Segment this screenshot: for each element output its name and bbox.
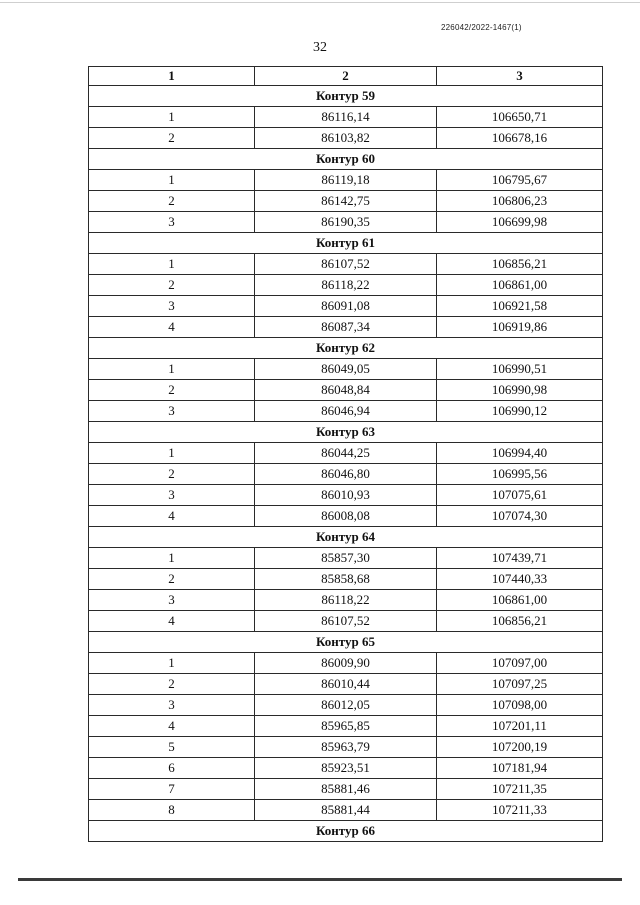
bottom-scan-edge: [18, 878, 622, 881]
column-header: 2: [255, 67, 437, 86]
table-row: [89, 191, 603, 212]
point-number-cell: 1: [89, 170, 255, 191]
section-title: Контур 63: [89, 422, 603, 443]
point-number-cell: 1: [89, 653, 255, 674]
point-number-cell: 4: [89, 506, 255, 527]
column-header: 1: [89, 67, 255, 86]
x-coordinate-cell: 85923,51: [255, 758, 437, 779]
section-title: Контур 66: [89, 821, 603, 842]
x-coordinate-cell: 86008,08: [255, 506, 437, 527]
point-number-cell: 2: [89, 674, 255, 695]
table-row: [89, 653, 603, 674]
y-coordinate-cell: 106861,00: [437, 590, 603, 611]
table-row: [89, 275, 603, 296]
point-number-cell: 1: [89, 254, 255, 275]
section-title: Контур 59: [89, 86, 603, 107]
section-header-row: [89, 422, 603, 443]
point-number-cell: 8: [89, 800, 255, 821]
x-coordinate-cell: 86091,08: [255, 296, 437, 317]
point-number-cell: 3: [89, 401, 255, 422]
y-coordinate-cell: 106795,67: [437, 170, 603, 191]
y-coordinate-cell: 107440,33: [437, 569, 603, 590]
table-row: [89, 464, 603, 485]
point-number-cell: 2: [89, 191, 255, 212]
table-row: [89, 800, 603, 821]
section-title: Контур 60: [89, 149, 603, 170]
table-row: [89, 170, 603, 191]
section-header-row: [89, 527, 603, 548]
point-number-cell: 1: [89, 548, 255, 569]
section-header-row: [89, 233, 603, 254]
point-number-cell: 3: [89, 296, 255, 317]
section-title: Контур 61: [89, 233, 603, 254]
table-header-row: [89, 67, 603, 86]
table-row: [89, 737, 603, 758]
section-header-row: [89, 821, 603, 842]
table-row: [89, 590, 603, 611]
y-coordinate-cell: 107075,61: [437, 485, 603, 506]
point-number-cell: 3: [89, 695, 255, 716]
y-coordinate-cell: 106990,12: [437, 401, 603, 422]
x-coordinate-cell: 86009,90: [255, 653, 437, 674]
x-coordinate-cell: 86118,22: [255, 275, 437, 296]
y-coordinate-cell: 106856,21: [437, 611, 603, 632]
y-coordinate-cell: 106861,00: [437, 275, 603, 296]
table-row: [89, 569, 603, 590]
y-coordinate-cell: 107097,00: [437, 653, 603, 674]
x-coordinate-cell: 86107,52: [255, 254, 437, 275]
point-number-cell: 3: [89, 590, 255, 611]
y-coordinate-cell: 106650,71: [437, 107, 603, 128]
x-coordinate-cell: 86046,80: [255, 464, 437, 485]
point-number-cell: 5: [89, 737, 255, 758]
x-coordinate-cell: 86190,35: [255, 212, 437, 233]
coordinates-table: [88, 66, 603, 842]
y-coordinate-cell: 106990,98: [437, 380, 603, 401]
column-header: 3: [437, 67, 603, 86]
point-number-cell: 2: [89, 380, 255, 401]
section-title: Контур 65: [89, 632, 603, 653]
table-row: [89, 317, 603, 338]
x-coordinate-cell: 86118,22: [255, 590, 437, 611]
x-coordinate-cell: 86010,93: [255, 485, 437, 506]
table-row: [89, 506, 603, 527]
x-coordinate-cell: 86046,94: [255, 401, 437, 422]
table-row: [89, 674, 603, 695]
y-coordinate-cell: 106699,98: [437, 212, 603, 233]
table-row: [89, 401, 603, 422]
y-coordinate-cell: 106994,40: [437, 443, 603, 464]
table-row: [89, 296, 603, 317]
x-coordinate-cell: 86107,52: [255, 611, 437, 632]
point-number-cell: 2: [89, 275, 255, 296]
point-number-cell: 1: [89, 443, 255, 464]
point-number-cell: 4: [89, 716, 255, 737]
x-coordinate-cell: 85858,68: [255, 569, 437, 590]
point-number-cell: 3: [89, 212, 255, 233]
table-row: [89, 695, 603, 716]
point-number-cell: 4: [89, 611, 255, 632]
page-number: 32: [313, 40, 327, 55]
x-coordinate-cell: 85965,85: [255, 716, 437, 737]
y-coordinate-cell: 107074,30: [437, 506, 603, 527]
table-row: [89, 254, 603, 275]
y-coordinate-cell: 107439,71: [437, 548, 603, 569]
y-coordinate-cell: 107098,00: [437, 695, 603, 716]
x-coordinate-cell: 86010,44: [255, 674, 437, 695]
point-number-cell: 7: [89, 779, 255, 800]
y-coordinate-cell: 106678,16: [437, 128, 603, 149]
section-title: Контур 64: [89, 527, 603, 548]
point-number-cell: 2: [89, 128, 255, 149]
x-coordinate-cell: 86142,75: [255, 191, 437, 212]
x-coordinate-cell: 85881,46: [255, 779, 437, 800]
table-row: [89, 128, 603, 149]
table-row: [89, 107, 603, 128]
table-body: [89, 86, 603, 842]
y-coordinate-cell: 107211,35: [437, 779, 603, 800]
section-header-row: [89, 86, 603, 107]
table-row: [89, 716, 603, 737]
table-row: [89, 485, 603, 506]
document-number: 226042/2022-1467(1): [441, 23, 522, 32]
y-coordinate-cell: 107181,94: [437, 758, 603, 779]
x-coordinate-cell: 86103,82: [255, 128, 437, 149]
table-row: [89, 611, 603, 632]
point-number-cell: 3: [89, 485, 255, 506]
y-coordinate-cell: 106856,21: [437, 254, 603, 275]
y-coordinate-cell: 107201,11: [437, 716, 603, 737]
x-coordinate-cell: 86116,14: [255, 107, 437, 128]
table-row: [89, 758, 603, 779]
table-row: [89, 779, 603, 800]
x-coordinate-cell: 86012,05: [255, 695, 437, 716]
point-number-cell: 2: [89, 464, 255, 485]
x-coordinate-cell: 86048,84: [255, 380, 437, 401]
section-title: Контур 62: [89, 338, 603, 359]
y-coordinate-cell: 106806,23: [437, 191, 603, 212]
table-row: [89, 548, 603, 569]
point-number-cell: 6: [89, 758, 255, 779]
point-number-cell: 1: [89, 359, 255, 380]
section-header-row: [89, 149, 603, 170]
x-coordinate-cell: 86087,34: [255, 317, 437, 338]
table-row: [89, 359, 603, 380]
point-number-cell: 2: [89, 569, 255, 590]
point-number-cell: 4: [89, 317, 255, 338]
x-coordinate-cell: 86044,25: [255, 443, 437, 464]
y-coordinate-cell: 106990,51: [437, 359, 603, 380]
top-scan-edge: [0, 2, 640, 3]
table-row: [89, 380, 603, 401]
x-coordinate-cell: 85857,30: [255, 548, 437, 569]
section-header-row: [89, 338, 603, 359]
y-coordinate-cell: 106995,56: [437, 464, 603, 485]
x-coordinate-cell: 86119,18: [255, 170, 437, 191]
y-coordinate-cell: 107097,25: [437, 674, 603, 695]
x-coordinate-cell: 85881,44: [255, 800, 437, 821]
table-row: [89, 212, 603, 233]
y-coordinate-cell: 107200,19: [437, 737, 603, 758]
section-header-row: [89, 632, 603, 653]
y-coordinate-cell: 107211,33: [437, 800, 603, 821]
x-coordinate-cell: 85963,79: [255, 737, 437, 758]
y-coordinate-cell: 106921,58: [437, 296, 603, 317]
point-number-cell: 1: [89, 107, 255, 128]
y-coordinate-cell: 106919,86: [437, 317, 603, 338]
x-coordinate-cell: 86049,05: [255, 359, 437, 380]
table-row: [89, 443, 603, 464]
